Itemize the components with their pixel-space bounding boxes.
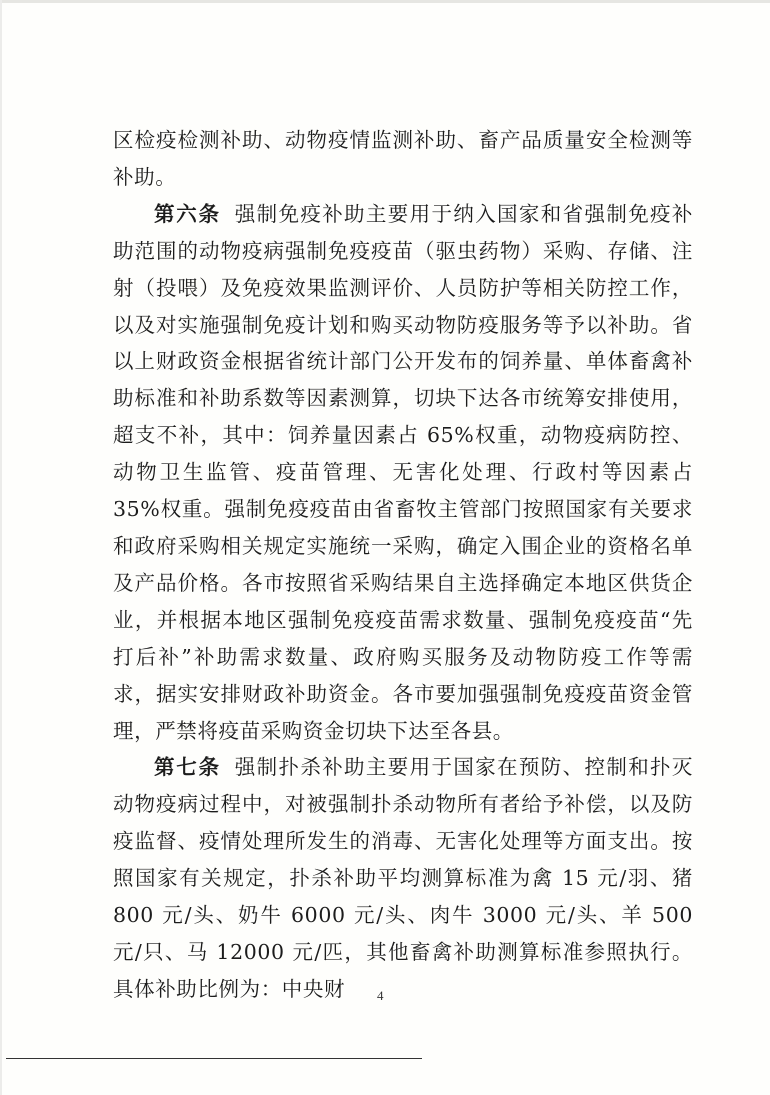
scan-edge-left [0,0,2,1095]
paragraph-text: 区检疫检测补助、动物疫情监测补助、畜产品质量安全检测等补助。 [113,128,693,189]
article-6-paragraph [113,196,693,750]
document-body [113,122,693,1008]
scan-edge-top [0,0,770,3]
article-7-text: 强制扑杀补助主要用于国家在预防、控制和扑灭动物疫病过程中，对被强制扑杀动物所有者给予补偿，以及防疫监督、疫情处理所发生的消毒、无害化处理等方面支出。按照国家有关规定，扑杀补助平均测算标准为禽 15 元/羽、猪 800 元/头、奶牛 6000 元/头、肉牛 3000 元/头、羊 500 元/只、马 12000 元/匹，其他畜禽补助测算标准参照执行。具体补助比例为：中央财 [113,755,694,1001]
footnote-divider [6,1058,422,1059]
article-7-heading: 第七条 [154,755,221,780]
article-7-paragraph [113,749,693,1007]
article-6-text: 强制免疫补助主要用于纳入国家和省强制免疫补助范围的动物疫病强制免疫疫苗（驱虫药物）采购、存储、注射（投喂）及免疫效果监测评价、人员防护等相关防控工作，以及对实施强制免疫计划和购买动物防疫服务等予以补助。省以上财政资金根据省统计部门公开发布的饲养量、单体畜禽补助标准和补助系数等因素测算，切块下达各市统筹安排使用，超支不补，其中：饲养量因素占 65%权重，动物疫病防控、动物卫生监管、疫苗管理、无害化处理、行政村等因素占 35%权重。强制免疫疫苗由省畜牧主管部门按照国家有关要求和政府采购相关规定实施统一采购，确定入围企业的资格名单及产品价格。各市按照省采购结果自主选择确定本地区供货企业，并根据本地区强制免疫疫苗需求数量、强制免疫疫苗“先打后补”补助需求数量、政府购买服务及动物防疫工作等需求，据实安排财政补助资金。各市要加强强制免疫疫苗资金管理，严禁将疫苗采购资金切块下达至各县。 [113,201,694,743]
page-number: 4 [377,988,384,1003]
article-6-heading: 第六条 [154,201,221,226]
paragraph-continuation [113,122,693,196]
